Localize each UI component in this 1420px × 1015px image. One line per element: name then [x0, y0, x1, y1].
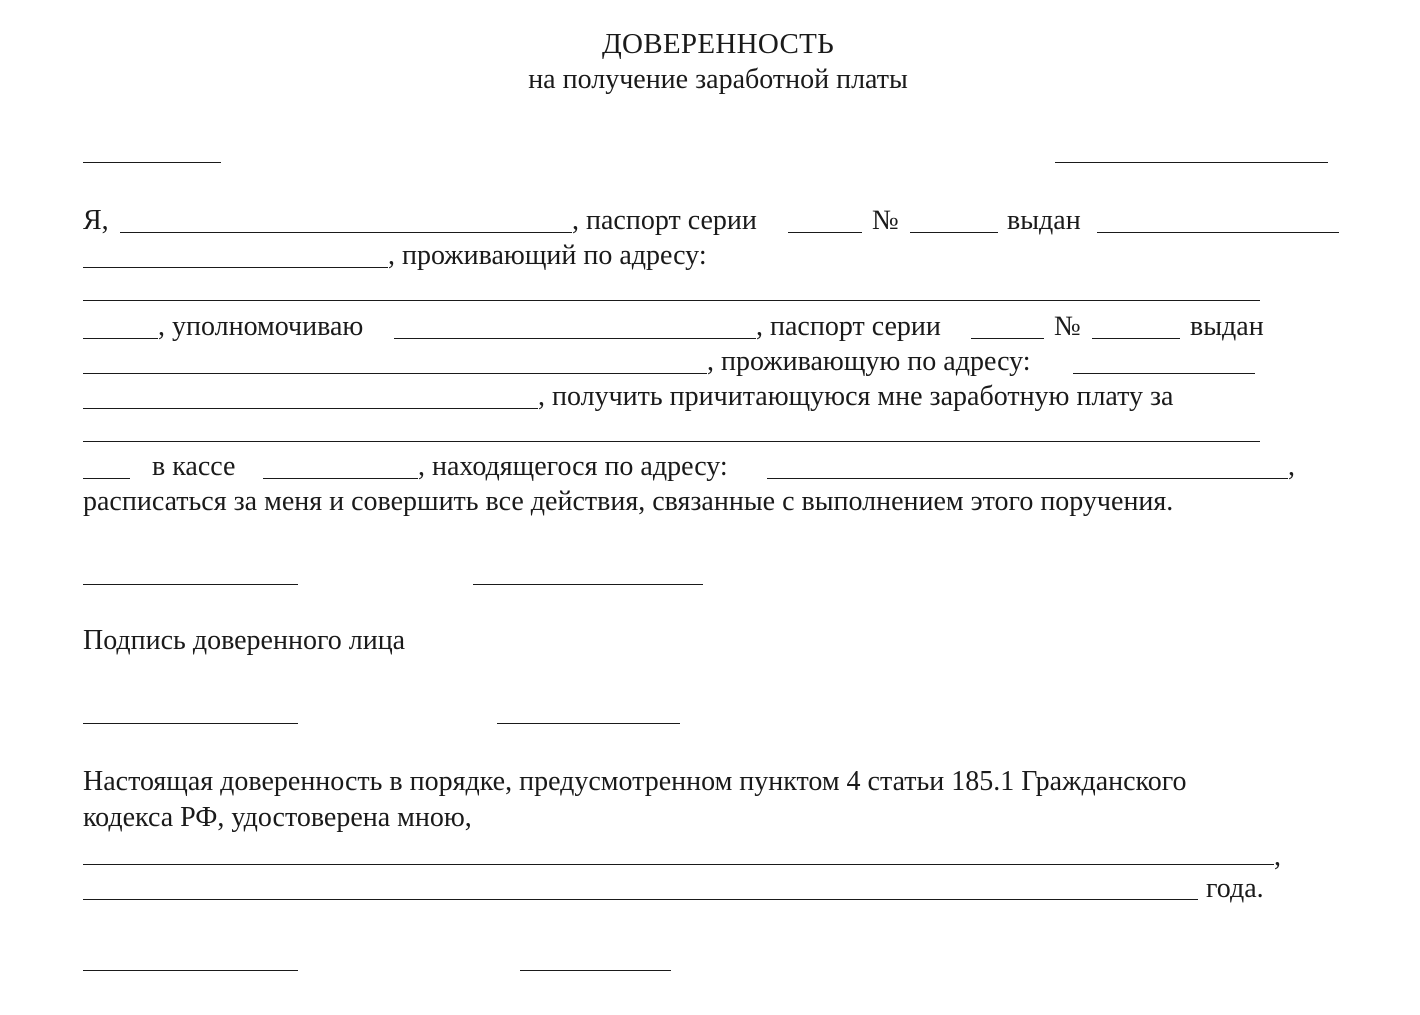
- principal-passport-label: , паспорт серии: [572, 205, 757, 236]
- document-subtitle: на получение заработной платы: [528, 64, 908, 95]
- receive-salary-label: , получить причитающуюся мне заработную плату за: [538, 381, 1174, 412]
- principal-name-field[interactable]: [120, 232, 572, 233]
- trustee-issued-by-field[interactable]: [83, 373, 707, 374]
- certification-text-line1: Настоящая доверенность в порядке, предусмотренном пунктом 4 статьи 185.1 Гражданского: [83, 766, 1187, 797]
- certifier-name-signature-field[interactable]: [520, 970, 671, 971]
- authority-text: расписаться за меня и совершить все действия, связанные с выполнением этого поручения.: [83, 486, 1174, 517]
- principal-issued-by-continued-field[interactable]: [83, 267, 388, 268]
- trustee-address-label: , проживающую по адресу:: [707, 346, 1031, 377]
- organization-address-field[interactable]: [767, 478, 1288, 479]
- organization-field[interactable]: [263, 478, 418, 479]
- trustee-name-signature-field[interactable]: [497, 723, 680, 724]
- principal-address-label: , проживающий по адресу:: [388, 240, 707, 271]
- located-label: , находящегося по адресу:: [418, 451, 728, 482]
- trustee-issued-label: выдан: [1190, 311, 1264, 342]
- document-title: ДОВЕРЕННОСТЬ: [601, 28, 835, 60]
- date-field[interactable]: [1055, 162, 1328, 163]
- salary-period-field[interactable]: [83, 441, 1260, 442]
- salary-period-end-field[interactable]: [83, 478, 130, 479]
- trustee-signature-label: Подпись доверенного лица: [83, 625, 406, 656]
- trustee-name-field[interactable]: [394, 338, 756, 339]
- principal-prefix: Я,: [83, 205, 109, 236]
- trustee-passport-series-field[interactable]: [971, 338, 1044, 339]
- principal-issued-by-field[interactable]: [1097, 232, 1339, 233]
- certifier-signature-field[interactable]: [83, 970, 298, 971]
- certifier-name-field[interactable]: [83, 864, 1274, 865]
- year-label: года.: [1206, 873, 1264, 904]
- principal-passport-series-field[interactable]: [788, 232, 862, 233]
- principal-number-label: №: [872, 205, 899, 236]
- certifier-comma: ,: [1274, 841, 1281, 872]
- authorize-label: , уполномочиваю: [158, 311, 364, 342]
- trustee-address-continued-field[interactable]: [83, 408, 538, 409]
- principal-passport-number-field[interactable]: [910, 232, 998, 233]
- trustee-signature-field[interactable]: [83, 723, 298, 724]
- principal-issued-label: выдан: [1007, 205, 1081, 236]
- certification-text-line2: кодекса РФ, удостоверена мною,: [83, 802, 472, 833]
- cashbox-label: в кассе: [152, 451, 236, 482]
- principal-name-signature-field[interactable]: [473, 584, 703, 585]
- trustee-number-label: №: [1054, 311, 1081, 342]
- trustee-passport-number-field[interactable]: [1092, 338, 1180, 339]
- principal-line: [83, 207, 109, 235]
- principal-signature-field[interactable]: [83, 584, 298, 585]
- trustee-address-field[interactable]: [1073, 373, 1255, 374]
- principal-address-end-field[interactable]: [83, 338, 158, 339]
- principal-address-field[interactable]: [83, 300, 1260, 301]
- trustee-passport-label: , паспорт серии: [756, 311, 941, 342]
- address-comma: ,: [1288, 451, 1295, 482]
- certification-date-field[interactable]: [83, 899, 1198, 900]
- place-field[interactable]: [83, 162, 221, 163]
